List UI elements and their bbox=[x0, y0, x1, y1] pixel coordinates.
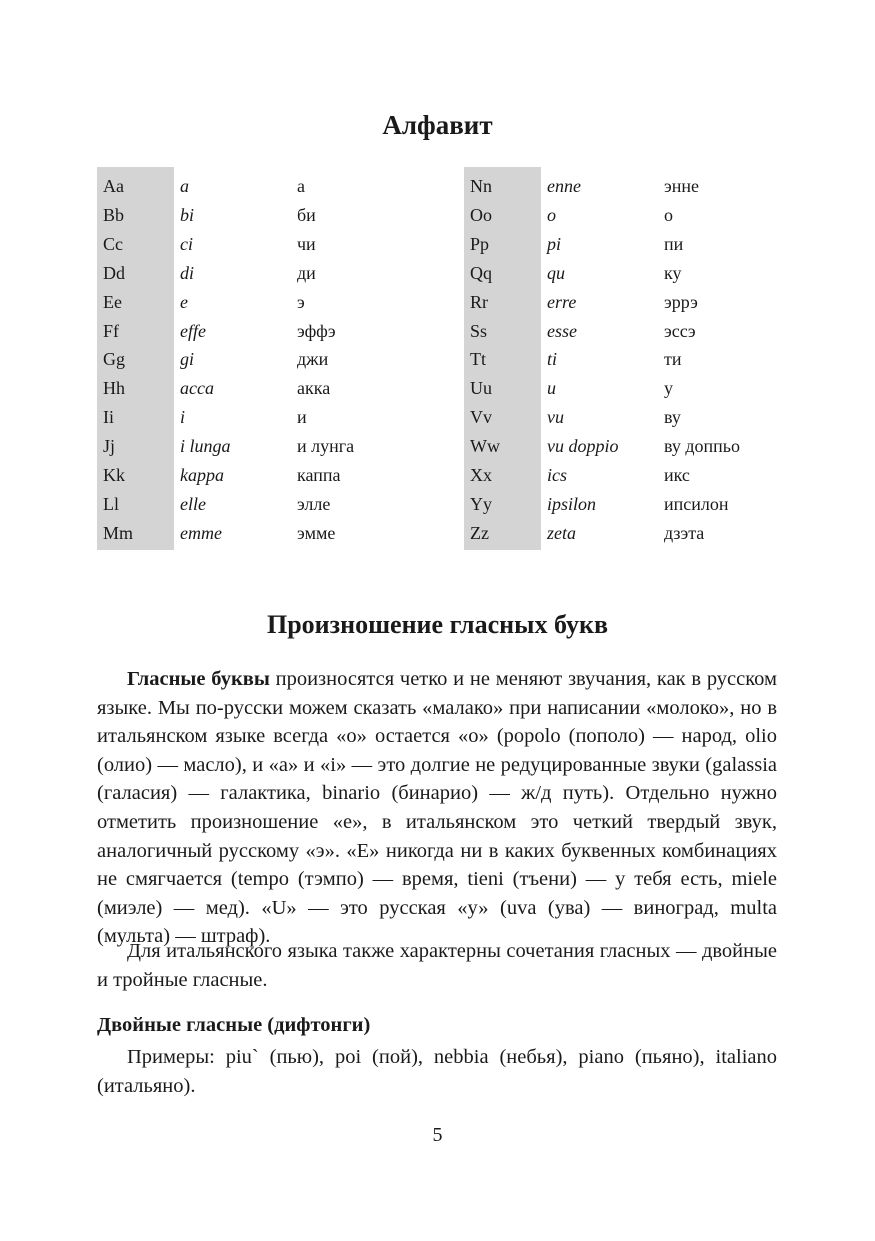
letter-name: Pp bbox=[470, 233, 490, 254]
italian-name: i lunga bbox=[180, 436, 231, 457]
russian-pronunciation: ипсилон bbox=[664, 493, 729, 514]
letter-name: Ee bbox=[103, 291, 122, 312]
letter-name: Yy bbox=[470, 493, 492, 514]
paragraph-combinations bbox=[97, 937, 777, 994]
letter-name: Vv bbox=[470, 407, 492, 428]
italian-name: zeta bbox=[547, 522, 576, 543]
russian-pronunciation: ти bbox=[664, 349, 682, 370]
russian-pronunciation: а bbox=[297, 176, 305, 196]
italian-name: acca bbox=[180, 378, 214, 399]
letter-name: Jj bbox=[103, 436, 116, 457]
russian-pronunciation: ди bbox=[297, 262, 316, 283]
letter-name: Nn bbox=[470, 176, 492, 196]
letter-name: Aa bbox=[103, 176, 124, 196]
russian-pronunciation: элле bbox=[297, 493, 331, 514]
italian-name: effe bbox=[180, 320, 206, 341]
italian-name: esse bbox=[547, 320, 577, 341]
letter-name: Xx bbox=[470, 465, 492, 485]
italian-name: elle bbox=[180, 493, 206, 514]
letter-name: Qq bbox=[470, 262, 492, 283]
paragraph-examples bbox=[97, 1043, 777, 1100]
italian-name: gi bbox=[180, 349, 195, 370]
russian-pronunciation: ву bbox=[664, 407, 681, 428]
letter-name: Tt bbox=[470, 349, 486, 370]
letter-name: Ff bbox=[103, 320, 120, 341]
letter-name: Ww bbox=[470, 436, 500, 457]
letter-name: Dd bbox=[103, 262, 125, 283]
letter-name: Ii bbox=[103, 407, 114, 428]
russian-pronunciation: эррэ bbox=[664, 291, 698, 312]
letter-name: Ss bbox=[470, 320, 488, 341]
letter-name: Gg bbox=[103, 349, 125, 370]
italian-name: enne bbox=[547, 176, 581, 196]
russian-pronunciation: и лунга bbox=[297, 436, 355, 457]
russian-pronunciation: акка bbox=[297, 378, 331, 399]
letter-name: Kk bbox=[103, 465, 125, 485]
italian-name: ics bbox=[547, 465, 567, 485]
italian-name: i bbox=[180, 407, 186, 428]
letter-name: Ll bbox=[103, 493, 119, 514]
russian-pronunciation: икс bbox=[664, 465, 690, 485]
letter-name: Bb bbox=[103, 204, 125, 225]
russian-pronunciation: дзэта bbox=[664, 522, 705, 543]
italian-name: a bbox=[180, 176, 189, 196]
italian-name: ipsilon bbox=[547, 493, 597, 514]
russian-pronunciation: у bbox=[664, 378, 673, 399]
italian-name: vu bbox=[547, 407, 564, 428]
letter-name: Rr bbox=[470, 291, 488, 312]
russian-pronunciation: чи bbox=[297, 233, 316, 254]
italian-name: pi bbox=[547, 233, 562, 254]
russian-pronunciation: пи bbox=[664, 233, 684, 254]
paragraph-text: произносятся четко и не меняют звучания, как в русском языке. Мы по-русски можем сказать «малако» при написании «молоко», но в итальянском языке всегда «о» остается «о» (popolo (пополо) — народ, olio (олио) — масло), и «а» и «i» — это долгие не редуцированные звуки (galassia (галасия) — галактика, binario (бинарио) — ж/д путь). Отдельно нужно отметить произношение «е», в итальянском это четкий твердый звук, аналогичный русскому «э». «Е» никогда ни в каких буквенных комбинациях не смягчается (tempo (тэмпо) — время, tieni (тъени) — у тебя есть, miele (миэле) — мед). «U» — это русская «у» (uva (ува) — виноград, multa (мульта) — штраф). bbox=[97, 668, 777, 948]
italian-name: vu doppio bbox=[547, 436, 619, 457]
italian-name: di bbox=[180, 262, 195, 283]
italian-name: bi bbox=[180, 204, 195, 225]
russian-pronunciation: ву доппьо bbox=[664, 436, 741, 457]
alphabet-title: Алфавит bbox=[382, 110, 493, 140]
bold-lead-term: Гласные буквы bbox=[127, 668, 270, 690]
russian-pronunciation: э bbox=[297, 291, 305, 312]
russian-pronunciation: джи bbox=[297, 349, 329, 370]
italian-name: emme bbox=[180, 522, 222, 543]
russian-pronunciation: каппа bbox=[297, 465, 341, 485]
russian-pronunciation: эмме bbox=[297, 522, 336, 543]
russian-pronunciation: ку bbox=[664, 262, 682, 283]
letter-name: Hh bbox=[103, 378, 125, 399]
russian-pronunciation: и bbox=[297, 407, 307, 428]
italian-name: e bbox=[180, 291, 188, 312]
italian-name: qu bbox=[547, 262, 565, 283]
italian-name: erre bbox=[547, 291, 577, 312]
italian-name: o bbox=[547, 204, 556, 225]
russian-pronunciation: о bbox=[664, 204, 673, 225]
paragraph-text: Для итальянского языка также характерны сочетания гласных — двойные и тройные гласные. bbox=[97, 940, 777, 991]
page-number: 5 bbox=[432, 1124, 443, 1146]
russian-pronunciation: би bbox=[297, 204, 316, 225]
diphthongs-subheading: Двойные гласные (дифтонги) bbox=[97, 1014, 371, 1036]
russian-pronunciation: эффэ bbox=[297, 320, 336, 341]
russian-pronunciation: энне bbox=[664, 176, 699, 196]
letter-name: Mm bbox=[103, 522, 134, 543]
letter-name: Zz bbox=[470, 522, 489, 543]
letter-name: Oo bbox=[470, 204, 492, 225]
letter-name: Cc bbox=[103, 233, 123, 254]
italian-name: ti bbox=[547, 349, 558, 370]
russian-pronunciation: эссэ bbox=[664, 320, 696, 341]
paragraph-text: Примеры: piu` (пью), poi (пой), nebbia (небья), piano (пьяно), italiano (итальяно). bbox=[97, 1046, 777, 1097]
pronunciation-title: Произношение гласных букв bbox=[266, 610, 608, 639]
italian-name: kappa bbox=[180, 465, 224, 485]
letter-name: Uu bbox=[470, 378, 492, 399]
italian-name: ci bbox=[180, 233, 193, 254]
italian-name: u bbox=[547, 378, 556, 399]
paragraph-vowels bbox=[97, 665, 777, 951]
